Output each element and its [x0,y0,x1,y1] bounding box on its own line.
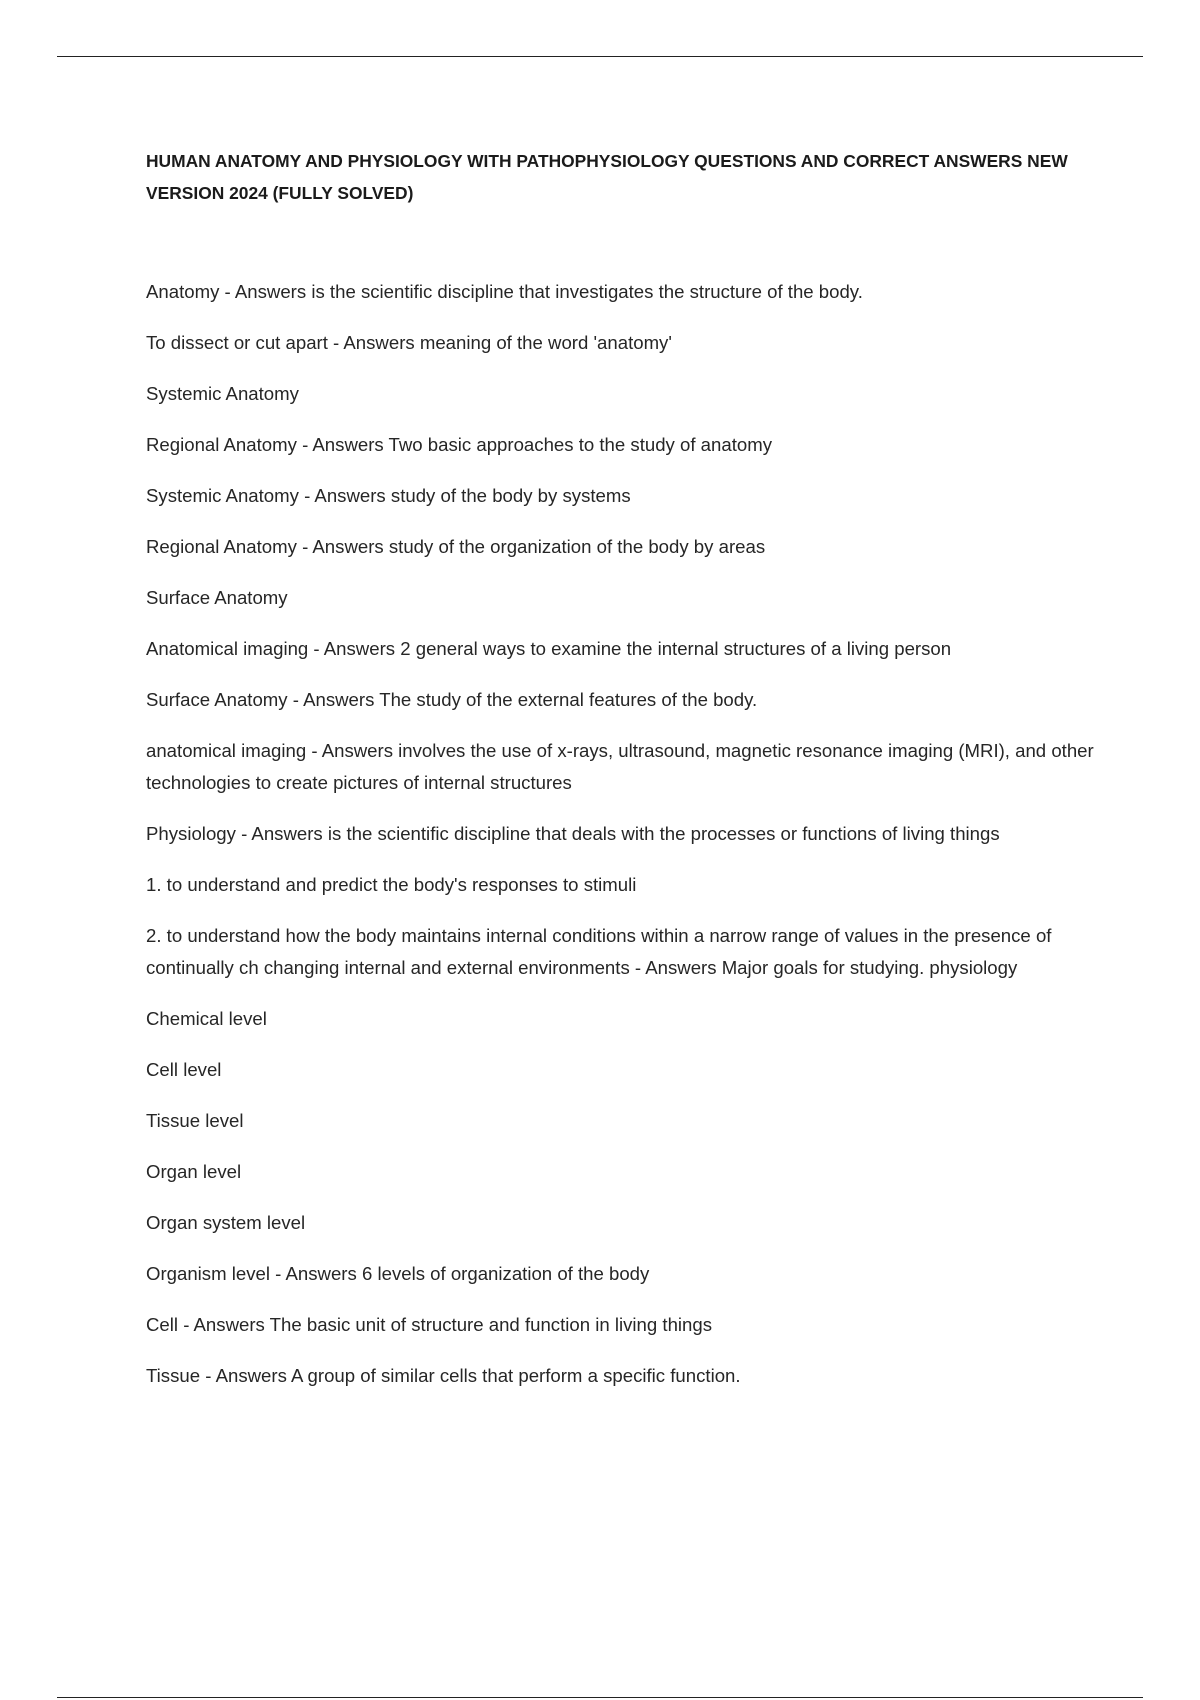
qa-entry: 2. to understand how the body maintains internal conditions within a narrow range of values in the presence of continually ch changing internal and external environments - Answers Major goals for studying. physiology [146,925,1052,978]
qa-entry: Anatomy - Answers is the scientific discipline that investigates the structure of the body. [146,281,863,302]
qa-entry: Systemic Anatomy [146,383,299,404]
qa-entry: Cell level [146,1059,222,1080]
qa-entry: Surface Anatomy - Answers The study of the external features of the body. [146,689,758,710]
qa-entry: anatomical imaging - Answers involves the use of x-rays, ultrasound, magnetic resonance imaging (MRI), and other technologies to create pictures of internal structures [146,740,1094,793]
qa-entry: Regional Anatomy - Answers Two basic approaches to the study of anatomy [146,434,772,455]
qa-entry: Organism level - Answers 6 levels of organization of the body [146,1263,650,1284]
qa-entry: 1. to understand and predict the body's responses to stimuli [146,874,637,895]
qa-entry: Surface Anatomy [146,587,288,608]
qa-entry: Tissue - Answers A group of similar cells that perform a specific function. [146,1365,741,1386]
header-rule [57,56,1143,57]
qa-list [146,276,1106,1411]
qa-entry: Physiology - Answers is the scientific discipline that deals with the processes or functions of living things [146,823,1000,844]
qa-entry: Organ system level [146,1212,306,1233]
qa-entry: Cell - Answers The basic unit of structure and function in living things [146,1314,713,1335]
qa-entry: Regional Anatomy - Answers study of the organization of the body by areas [146,536,766,557]
qa-entry: Systemic Anatomy - Answers study of the body by systems [146,485,631,506]
qa-entry: To dissect or cut apart - Answers meaning of the word 'anatomy' [146,332,672,353]
qa-entry: Chemical level [146,1008,267,1029]
footer-rule [57,1697,1143,1698]
document-title: HUMAN ANATOMY AND PHYSIOLOGY WITH PATHOPHYSIOLOGY QUESTIONS AND CORRECT ANSWERS NEW VERSION 2024 (FULLY SOLVED) [146,151,1068,203]
qa-entry: Anatomical imaging - Answers 2 general ways to examine the internal structures of a living person [146,638,952,659]
qa-entry: Tissue level [146,1110,244,1131]
qa-entry: Organ level [146,1161,242,1182]
